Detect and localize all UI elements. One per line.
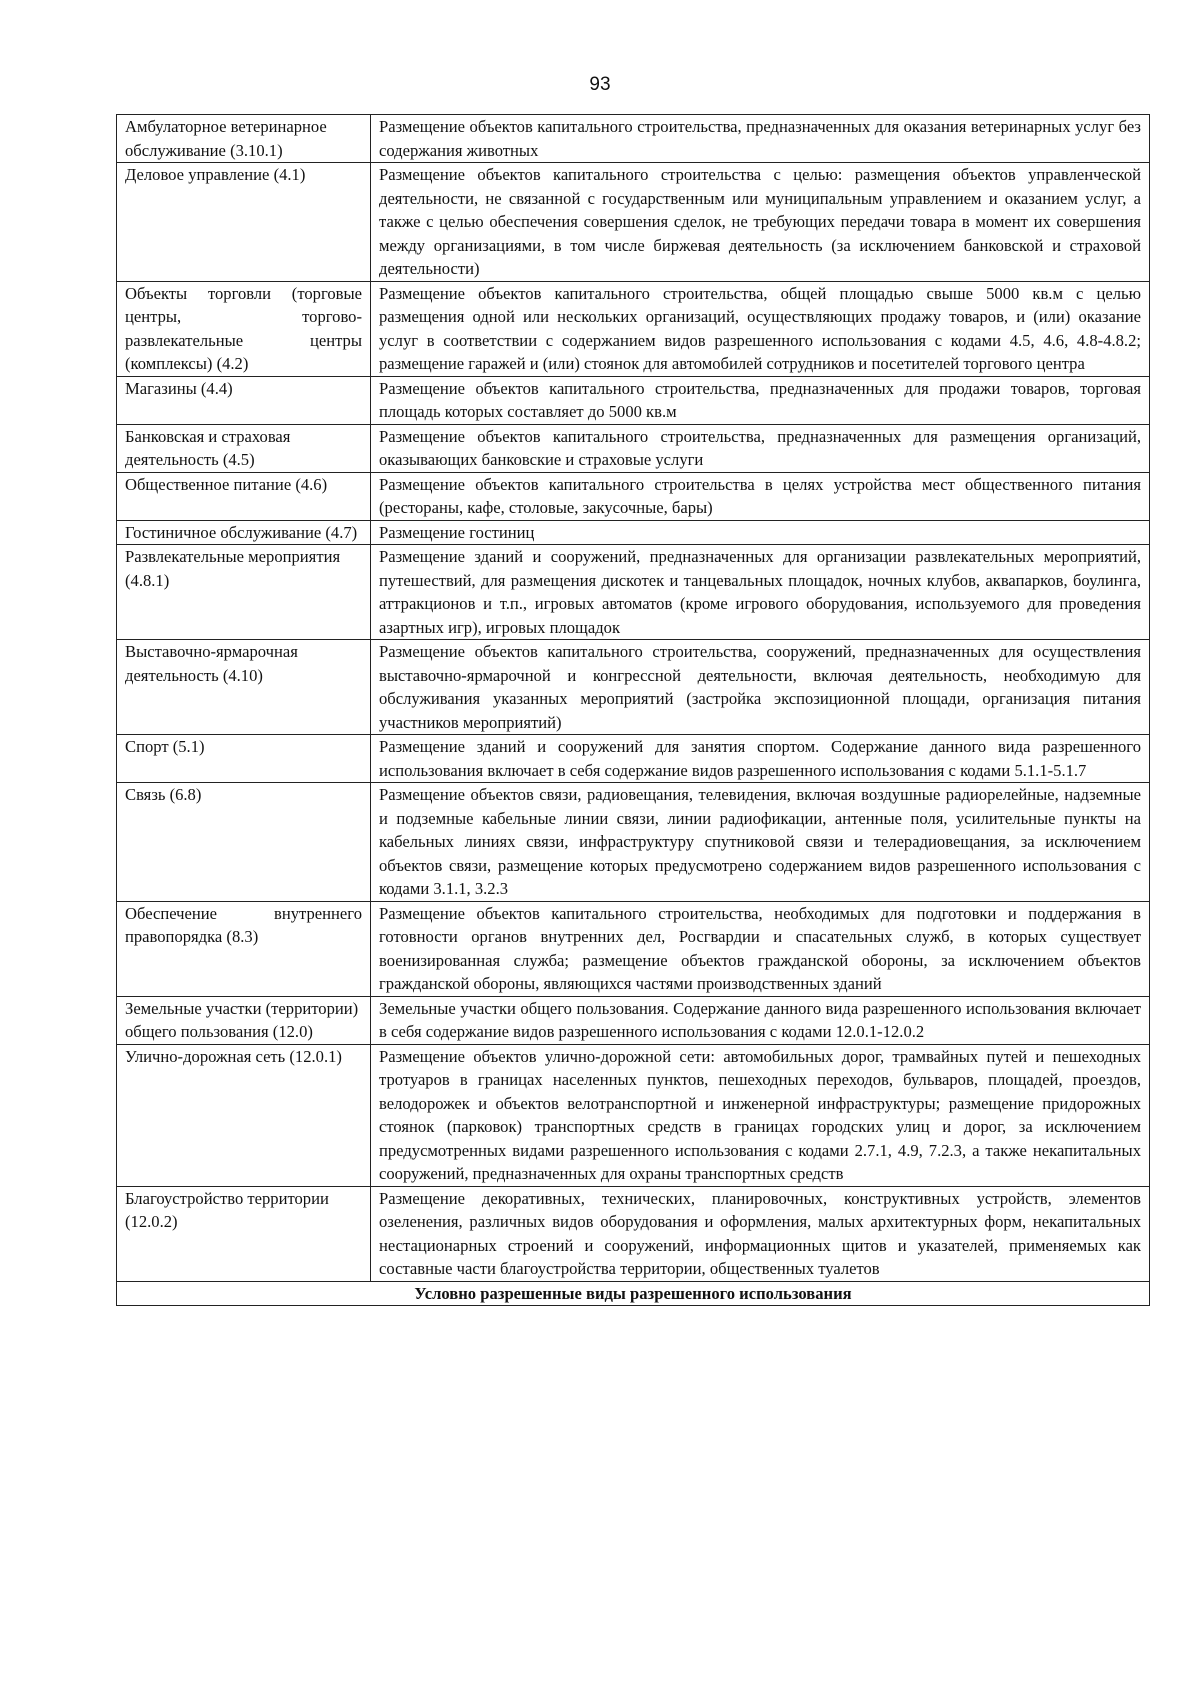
land-use-name: Магазины (4.4) <box>117 376 371 424</box>
land-use-description: Размещение объектов капитального строительства, предназначенных для оказания ветеринарных услуг без содержания животных <box>371 115 1150 163</box>
land-use-description: Размещение объектов капитального строительства, предназначенных для продажи товаров, торговая площадь которых составляет до 5000 кв.м <box>371 376 1150 424</box>
land-use-description: Размещение объектов капитального строительства, общей площадью свыше 5000 кв.м с целью размещения одной или нескольких организаций, осуществляющих продажу товаров, и (или) оказание услуг в соответствии с содержанием видов разрешенного использования с кодами 4.5, 4.6, 4.8-4.8.2; размещение гаражей и (или) стоянок для автомобилей сотрудников и посетителей торгового центра <box>371 281 1150 376</box>
table-row <box>117 115 1150 163</box>
land-use-name: Обеспечение внутреннего правопорядка (8.3) <box>117 901 371 996</box>
land-use-description: Размещение декоративных, технических, планировочных, конструктивных устройств, элементов озеленения, различных видов оборудования и оформления, малых архитектурных форм, некапитальных нестационарных строений и сооружений, информационных щитов и указателей, применяемых как составные части благоустройства территории, общественных туалетов <box>371 1186 1150 1281</box>
table-row <box>117 520 1150 545</box>
table-row <box>117 901 1150 996</box>
table-row <box>117 1044 1150 1186</box>
land-use-description: Размещение объектов капитального строительства с целью: размещения объектов управленческой деятельности, не связанной с государственным или муниципальным управлением и оказанием услуг, а также с целью обеспечения совершения сделок, не требующих передачи товара в момент их совершения между организациями, в том числе биржевая деятельность (за исключением банковской и страховой деятельности) <box>371 163 1150 282</box>
land-use-description: Размещение зданий и сооружений, предназначенных для организации развлекательных мероприятий, путешествий, для размещения дискотек и танцевальных площадок, ночных клубов, аквапарков, боулинга, аттракционов и т.п., игровых автоматов (кроме игрового оборудования, используемого для проведения азартных игр), игровых площадок <box>371 545 1150 640</box>
land-use-name: Общественное питание (4.6) <box>117 472 371 520</box>
land-use-name: Банковская и страховая деятельность (4.5) <box>117 424 371 472</box>
land-use-name: Объекты торговли (торговые центры, торгово-развлекательные центры (комплексы) (4.2) <box>117 281 371 376</box>
land-use-description: Размещение объектов капитального строительства в целях устройства мест общественного питания (рестораны, кафе, столовые, закусочные, бары) <box>371 472 1150 520</box>
land-use-name: Развлекательные мероприятия (4.8.1) <box>117 545 371 640</box>
land-use-description: Размещение объектов связи, радиовещания, телевидения, включая воздушные радиорелейные, надземные и подземные кабельные линии связи, линии радиофикации, антенные поля, усилительные пункты на кабельных линиях связи, инфраструктуру спутниковой связи и телерадиовещания, за исключением объектов связи, размещение которых предусмотрено содержанием видов разрешенного использования с кодами 3.1.1, 3.2.3 <box>371 783 1150 902</box>
section-heading: Условно разрешенные виды разрешенного использования <box>117 1281 1150 1306</box>
page-number: 93 <box>589 74 611 95</box>
land-use-name: Спорт (5.1) <box>117 735 371 783</box>
land-use-table <box>116 114 1150 1306</box>
land-use-name: Связь (6.8) <box>117 783 371 902</box>
table-row <box>117 163 1150 282</box>
table-row <box>117 640 1150 735</box>
table-row <box>117 472 1150 520</box>
land-use-name: Благоустройство территории (12.0.2) <box>117 1186 371 1281</box>
table-row <box>117 735 1150 783</box>
land-use-description: Размещение зданий и сооружений для занятия спортом. Содержание данного вида разрешенного использования включает в себя содержание видов разрешенного использования с кодами 5.1.1-5.1.7 <box>371 735 1150 783</box>
land-use-name: Амбулаторное ветеринарное обслуживание (3.10.1) <box>117 115 371 163</box>
table-row <box>117 281 1150 376</box>
table-row <box>117 996 1150 1044</box>
land-use-name: Улично-дорожная сеть (12.0.1) <box>117 1044 371 1186</box>
table-row <box>117 376 1150 424</box>
table-row <box>117 424 1150 472</box>
land-use-name: Гостиничное обслуживание (4.7) <box>117 520 371 545</box>
land-use-description: Размещение объектов капитального строительства, сооружений, предназначенных для осуществления выставочно-ярмарочной и конгрессной деятельности, включая деятельность, необходимую для обслуживания указанных мероприятий (застройка экспозиционной площади, организация питания участников мероприятий) <box>371 640 1150 735</box>
land-use-name: Земельные участки (территории) общего пользования (12.0) <box>117 996 371 1044</box>
land-use-description: Размещение объектов капитального строительства, необходимых для подготовки и поддержания в готовности органов внутренних дел, Росгвардии и спасательных служб, в которых существует военизированная служба; размещение объектов гражданской обороны, за исключением объектов гражданской обороны, являющихся частями производственных зданий <box>371 901 1150 996</box>
section-heading-row <box>117 1281 1150 1306</box>
land-use-name: Выставочно-ярмарочная деятельность (4.10) <box>117 640 371 735</box>
land-use-description: Размещение гостиниц <box>371 520 1150 545</box>
land-use-description: Размещение объектов улично-дорожной сети: автомобильных дорог, трамвайных путей и пешеходных тротуаров в границах населенных пунктов, пешеходных переходов, бульваров, площадей, проездов, велодорожек и объектов велотранспортной и инженерной инфраструктуры; размещение придорожных стоянок (парковок) транспортных средств в границах городских улиц и дорог, за исключением предусмотренных видами разрешенного использования с кодами 2.7.1, 4.9, 7.2.3, а также некапитальных сооружений, предназначенных для охраны транспортных средств <box>371 1044 1150 1186</box>
table-row <box>117 783 1150 902</box>
land-use-description: Размещение объектов капитального строительства, предназначенных для размещения организаций, оказывающих банковские и страховые услуги <box>371 424 1150 472</box>
table-row <box>117 545 1150 640</box>
table-row <box>117 1186 1150 1281</box>
land-use-name: Деловое управление (4.1) <box>117 163 371 282</box>
land-use-description: Земельные участки общего пользования. Содержание данного вида разрешенного использования включает в себя содержание видов разрешенного использования с кодами 12.0.1-12.0.2 <box>371 996 1150 1044</box>
